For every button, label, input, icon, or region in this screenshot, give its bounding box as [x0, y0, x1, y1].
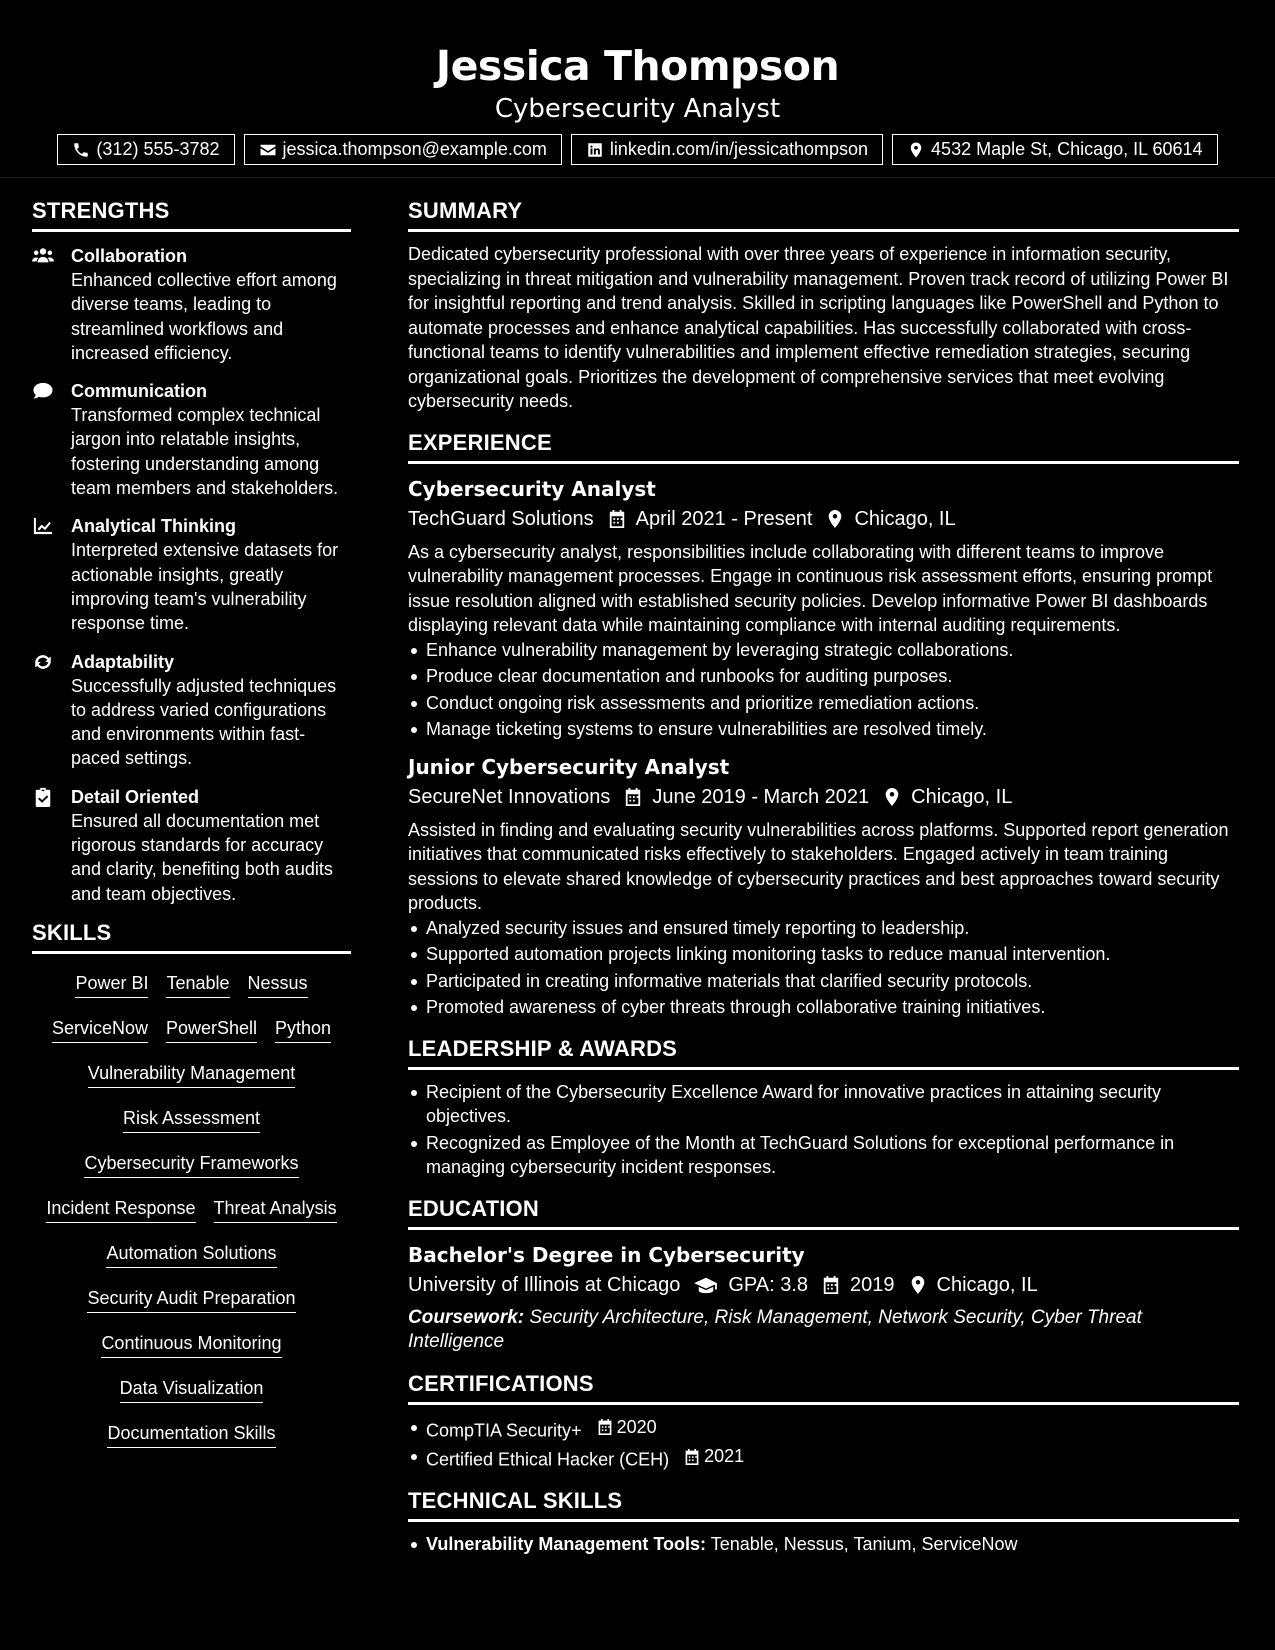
job-dates: April 2021 - Present — [635, 507, 813, 530]
calendar-icon — [597, 1418, 613, 1436]
strength-desc: Transformed complex technical jargon into relatable insights, fostering understanding among team members and stakeholders. — [71, 405, 339, 499]
skill-tag: Continuous Monitoring — [101, 1332, 281, 1358]
skill-tag: Data Visualization — [120, 1377, 264, 1403]
phone-text: (312) 555-3782 — [96, 139, 220, 159]
summary-section — [408, 198, 1239, 414]
job-bullets — [408, 916, 1239, 1020]
skill-tag: Power BI — [75, 972, 148, 998]
users-icon — [32, 246, 54, 266]
resume-header — [0, 0, 1275, 178]
list-item: Supported automation projects linking monitoring tasks to reduce manual intervention. — [408, 942, 1239, 967]
calendar-icon — [684, 1448, 700, 1466]
strength-desc: Enhanced collective effort among diverse teams, leading to streamlined workflows and increased efficiency. — [71, 270, 337, 363]
job-location: Chicago, IL — [854, 507, 956, 530]
graduation-cap-icon — [694, 1275, 718, 1295]
left-column — [32, 198, 351, 1448]
candidate-title: Cybersecurity Analyst — [494, 94, 781, 124]
strength-item — [32, 514, 351, 635]
list-item: Participated in creating informative materials that clarified security protocols. — [408, 969, 1239, 994]
skill-tag: Vulnerability Management — [88, 1062, 295, 1088]
address-text: 4532 Maple St, Chicago, IL 60614 — [931, 139, 1203, 159]
education-meta — [408, 1270, 1239, 1300]
job-entry — [408, 752, 1239, 1020]
linkedin-text: linkedin.com/in/jessicathompson — [609, 139, 869, 159]
clipboard-check-icon — [32, 787, 54, 807]
tech-skill-label: Vulnerability Management Tools: — [426, 1534, 707, 1554]
list-item: Analyzed security issues and ensured timely reporting to leadership. — [408, 916, 1239, 941]
contact-email[interactable] — [244, 134, 562, 165]
coursework-label: Coursework: — [408, 1306, 525, 1328]
list-item — [408, 1532, 1239, 1557]
job-description: Assisted in finding and evaluating security vulnerabilities across platforms. Supported report generation initiatives that communicated risks effectively to stakeholders. Engaged actively in team training sessions to elevate shared knowledge of cybersecurity practices and best approaches toward security products. — [408, 819, 1229, 913]
comment-icon — [32, 381, 54, 401]
map-marker-icon — [826, 509, 844, 529]
strength-name: Collaboration — [71, 246, 187, 266]
coursework — [408, 1306, 1239, 1355]
school-location: Chicago, IL — [936, 1273, 1038, 1296]
skill-tag: Security Audit Preparation — [87, 1287, 295, 1313]
job-location: Chicago, IL — [911, 785, 1013, 808]
strengths-heading: STRENGTHS — [32, 198, 351, 232]
skill-tag: Threat Analysis — [214, 1197, 337, 1223]
linkedin-icon — [586, 141, 604, 159]
strength-item — [32, 244, 351, 365]
skill-tag: Risk Assessment — [123, 1107, 260, 1133]
skills-list — [32, 966, 351, 1448]
calendar-icon — [624, 787, 642, 807]
job-title: Cybersecurity Analyst — [408, 476, 656, 501]
strength-name: Analytical Thinking — [71, 516, 237, 537]
job-company: TechGuard Solutions — [408, 507, 594, 530]
summary-text: Dedicated cybersecurity professional with over three years of experience in information security, specializing in threat mitigation and vulnerability management. Proven track record of utilizing Power BI for insightful reporting and trend analysis. Skilled in scripting languages like PowerShell and Python to automate processes and enhance analytical capabilities. Has successfully collaborated with cross-functional teams to identify vulnerabilities and implement effective remediation strategies, securing organizational goals. Prioritizes the development of comprehensive services that meet evolving cybersecurity needs. — [408, 244, 1229, 411]
strength-item — [32, 785, 351, 906]
technical-skills-heading: TECHNICAL SKILLS — [408, 1488, 1239, 1522]
contact-phone[interactable] — [57, 134, 234, 165]
leadership-section — [408, 1036, 1239, 1180]
cert-year: 2021 — [704, 1446, 745, 1467]
skill-tag: Nessus — [248, 972, 308, 998]
job-meta — [408, 782, 1239, 812]
skill-tag: Tenable — [166, 972, 229, 998]
list-item: Enhance vulnerability management by leveraging strategic collaborations. — [408, 638, 1239, 663]
job-entry — [408, 474, 1239, 742]
cert-name: Certified Ethical Hacker (CEH) — [426, 1449, 670, 1470]
education-heading: EDUCATION — [408, 1196, 1239, 1230]
list-item: Conduct ongoing risk assessments and prioritize remediation actions. — [408, 691, 1239, 716]
strength-item — [32, 650, 351, 771]
envelope-icon — [259, 141, 277, 159]
list-item — [408, 1444, 1239, 1472]
sync-icon — [32, 652, 54, 672]
cert-name: CompTIA Security+ — [426, 1419, 582, 1440]
leadership-list — [408, 1080, 1239, 1180]
calendar-icon — [608, 509, 626, 529]
skill-tag: PowerShell — [166, 1017, 257, 1043]
skills-heading: SKILLS — [32, 920, 351, 954]
skill-tag: Cybersecurity Frameworks — [84, 1152, 298, 1178]
job-title: Junior Cybersecurity Analyst — [408, 754, 730, 779]
contact-linkedin[interactable] — [571, 134, 883, 165]
list-item: Produce clear documentation and runbooks for auditing purposes. — [408, 664, 1239, 689]
strength-name: Adaptability — [71, 651, 175, 672]
skill-tag: Documentation Skills — [107, 1422, 275, 1448]
technical-skills-list — [408, 1532, 1239, 1557]
phone-icon — [72, 141, 90, 159]
skill-tag: Automation Solutions — [106, 1242, 276, 1268]
chart-line-icon — [32, 516, 54, 536]
job-dates: June 2019 - March 2021 — [652, 785, 870, 808]
job-company: SecureNet Innovations — [408, 785, 611, 808]
skill-tag: Incident Response — [46, 1197, 195, 1223]
map-marker-icon — [909, 1275, 927, 1295]
list-item: Promoted awareness of cyber threats through collaborative training initiatives. — [408, 995, 1239, 1020]
tech-skill-value: Tenable, Nessus, Tanium, ServiceNow — [710, 1534, 1018, 1554]
job-bullets — [408, 638, 1239, 742]
strength-item — [32, 379, 351, 500]
list-item — [408, 1415, 1239, 1443]
strength-desc: Interpreted extensive datasets for actionable insights, greatly improving team's vulnerability response time. — [71, 540, 339, 634]
contact-bar — [0, 134, 1275, 165]
job-description: As a cybersecurity analyst, responsibilities include collaborating with different teams to improve vulnerability management processes. Engage in continuous risk assessment efforts, ensuring prompt issue resolution aligned with established security policies. Develop informative Power BI dashboards displaying relevant data while maintaining compliance with internal auditing requirements. — [408, 541, 1213, 635]
candidate-name: Jessica Thompson — [435, 42, 840, 90]
skill-tag: Python — [275, 1017, 331, 1043]
list-item: Recipient of the Cybersecurity Excellence Award for innovative practices in attaining security objectives. — [408, 1080, 1239, 1129]
list-item: Manage ticketing systems to ensure vulnerabilities are resolved timely. — [408, 717, 1239, 742]
education-section — [408, 1196, 1239, 1355]
graduation-year: 2019 — [850, 1273, 895, 1296]
email-text: jessica.thompson@example.com — [282, 139, 547, 159]
job-meta — [408, 504, 1239, 534]
experience-section — [408, 430, 1239, 1020]
calendar-icon — [822, 1275, 840, 1295]
strength-name: Communication — [71, 381, 208, 402]
certifications-section — [408, 1371, 1239, 1473]
strength-desc: Ensured all documentation met rigorous standards for accuracy and clarity, benefiting both audits and team objectives. — [71, 810, 333, 904]
technical-skills-section — [408, 1488, 1239, 1557]
strength-name: Detail Oriented — [71, 786, 200, 807]
cert-year: 2020 — [616, 1416, 657, 1437]
degree-title: Bachelor's Degree in Cybersecurity — [408, 1242, 805, 1267]
skill-tag: ServiceNow — [52, 1017, 148, 1043]
gpa: GPA: 3.8 — [728, 1273, 809, 1296]
leadership-heading: LEADERSHIP & AWARDS — [408, 1036, 1239, 1070]
strength-desc: Successfully adjusted techniques to address varied configurations and environments within fast-paced settings. — [71, 675, 337, 769]
map-marker-icon — [883, 787, 901, 807]
certifications-list — [408, 1415, 1239, 1473]
right-column — [408, 198, 1239, 1573]
contact-address[interactable] — [892, 134, 1218, 165]
coursework-text: Security Architecture, Risk Management, Network Security, Cyber Threat Intelligence — [408, 1306, 1142, 1352]
map-marker-icon — [907, 141, 925, 159]
experience-heading: EXPERIENCE — [408, 430, 1239, 464]
certifications-heading: CERTIFICATIONS — [408, 1371, 1239, 1405]
school-name: University of Illinois at Chicago — [408, 1273, 681, 1296]
summary-heading: SUMMARY — [408, 198, 1239, 232]
list-item: Recognized as Employee of the Month at TechGuard Solutions for exceptional performance in managing cybersecurity incident responses. — [408, 1131, 1239, 1180]
